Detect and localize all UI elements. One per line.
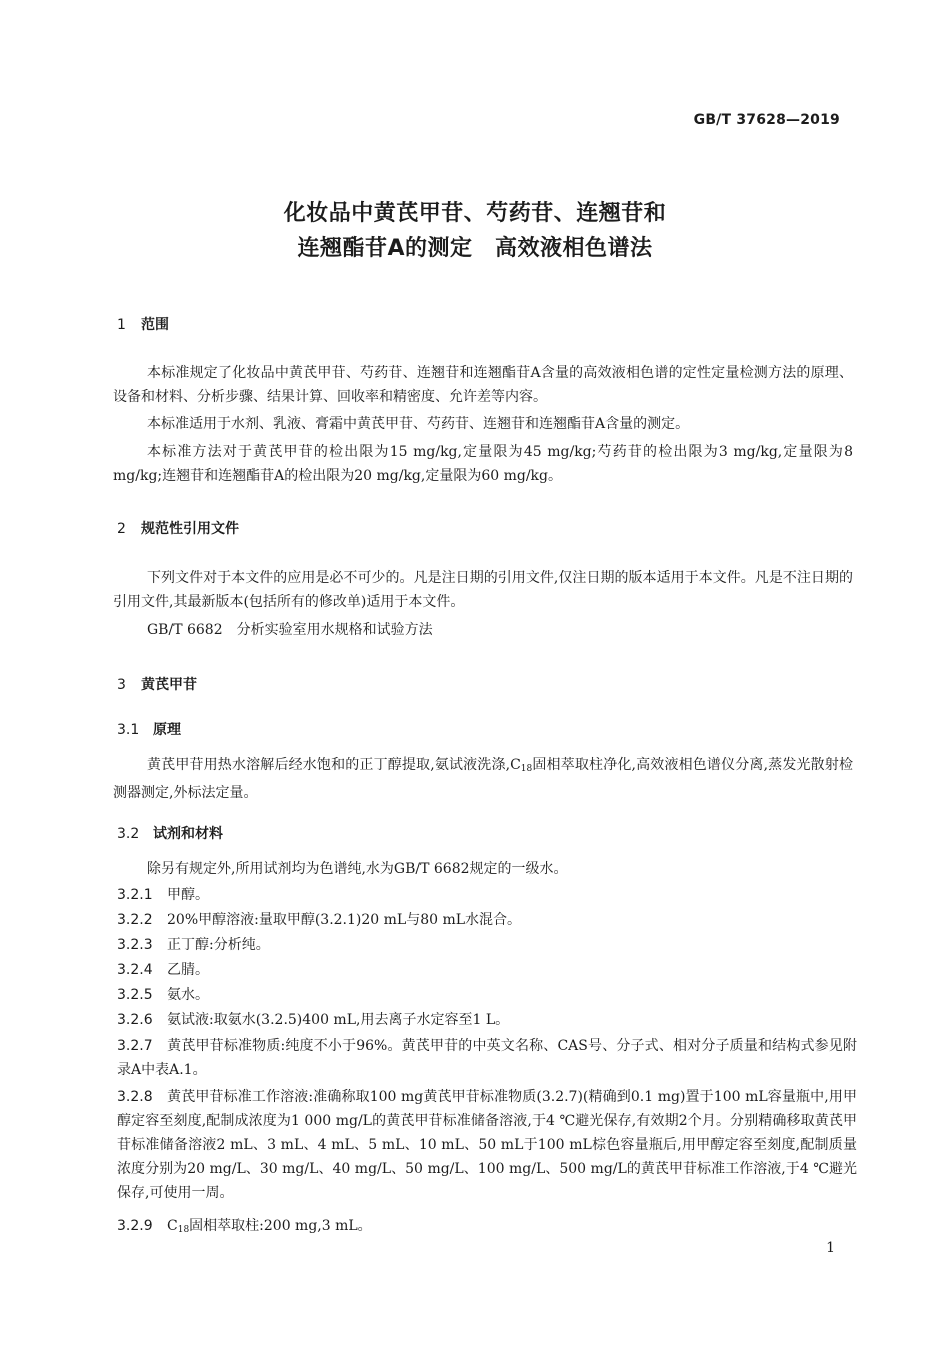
section-3-2-heading: [117, 823, 223, 843]
section-title: 范围: [141, 317, 169, 333]
normative-paragraph: 下列文件对于本文件的应用是必不可少的。凡是注日期的引用文件,仅注日期的版本适用于本文件。凡是不注日期的引用文件,其最新版本(包括所有的修改单)适用于本文件。: [113, 570, 853, 610]
section-number: 3: [117, 677, 126, 693]
document-title-line-2: 连翘酯苷A的测定 高效液相色谱法: [297, 236, 653, 261]
list-item: 3.2.9 $C_{18}$固相萃取柱:200 mg,3 mL。: [117, 1218, 372, 1235]
section-number: 2: [117, 521, 126, 537]
section-1-heading: [117, 314, 169, 334]
list-item: 3.2.1 甲醇。: [117, 887, 209, 903]
standard-code: GB/T 37628—2019: [693, 112, 840, 128]
section-3-heading: [117, 674, 197, 694]
list-item: 3.2.7 黄芪甲苷标准物质:纯度不小于96%。黄芪甲苷的中英文名称、CAS号、分子式、相对分子质量和结构式参见附录A中表A.1。: [117, 1038, 857, 1078]
section-title: 试剂和材料: [153, 826, 223, 842]
section-number: 3.2: [117, 826, 140, 842]
list-item: 3.2.5 氨水。: [117, 987, 209, 1003]
principle-paragraph: 黄芪甲苷用热水溶解后经水饱和的正丁醇提取,氨试液洗涤$,C_{18}$固相萃取柱净化,高效液相色谱仪分离,蒸发光散射检测器测定,外标法定量。: [113, 757, 853, 801]
list-item: 3.2.4 乙腈。: [117, 962, 209, 978]
section-title: 原理: [153, 722, 181, 738]
section-3-1-heading: [117, 719, 181, 739]
document-title-line-1: 化妆品中黄芪甲苷、芍药苷、连翘苷和: [283, 201, 667, 226]
list-item: 3.2.8 黄芪甲苷标准工作溶液:准确称取100 mg黄芪甲苷标准物质(3.2.7)(精确到0.1 mg)置于100 mL容量瓶中,用甲醇定容至刻度,配制成浓度为1 000 mg/L的黄芪甲苷标准储备溶液,于4 ℃避光保存,有效期2个月。分别精确移取黄芪甲苷标准储备溶液2 mL、3 mL、4 mL、5 mL、10 mL、50 mL于100 mL棕色容量瓶后,用甲醇定容至刻度,配制质量浓度分别为20 mg/L、30 mg/L、40 mg/L、50 mg/L、100 mg/L、500 mg/L的黄芪甲苷标准工作溶液,于4 ℃避光保存,可使用一周。: [117, 1089, 857, 1201]
section-title: 规范性引用文件: [141, 521, 239, 537]
normative-reference: GB/T 6682 分析实验室用水规格和试验方法: [147, 622, 433, 638]
list-item: 3.2.3 正丁醇:分析纯。: [117, 937, 270, 953]
list-item: 3.2.6 氨试液:取氨水(3.2.5)400 mL,用去离子水定容至1 L。: [117, 1012, 510, 1028]
list-item: 3.2.2 20%甲醇溶液:量取甲醇(3.2.1)20 mL与80 mL水混合。: [117, 912, 522, 928]
reagents-intro: 除另有规定外,所用试剂均为色谱纯,水为GB/T 6682规定的一级水。: [147, 861, 568, 877]
scope-paragraph-3: 本标准方法对于黄芪甲苷的检出限为15 mg/kg,定量限为45 mg/kg;芍药苷的检出限为3 mg/kg,定量限为8 mg/kg;连翘苷和连翘酯苷A的检出限为20 mg/kg,定量限为60 mg/kg。: [113, 444, 853, 484]
section-number: 3.1: [117, 722, 140, 738]
section-number: 1: [117, 317, 126, 333]
scope-paragraph-2: 本标准适用于水剂、乳液、膏霜中黄芪甲苷、芍药苷、连翘苷和连翘酯苷A含量的测定。: [147, 416, 690, 432]
scope-paragraph-1: 本标准规定了化妆品中黄芪甲苷、芍药苷、连翘苷和连翘酯苷A含量的高效液相色谱的定性定量检测方法的原理、设备和材料、分析步骤、结果计算、回收率和精密度、允许差等内容。: [113, 365, 853, 405]
section-2-heading: [117, 518, 239, 538]
section-title: 黄芪甲苷: [141, 677, 197, 693]
page-number: 1: [826, 1240, 835, 1256]
